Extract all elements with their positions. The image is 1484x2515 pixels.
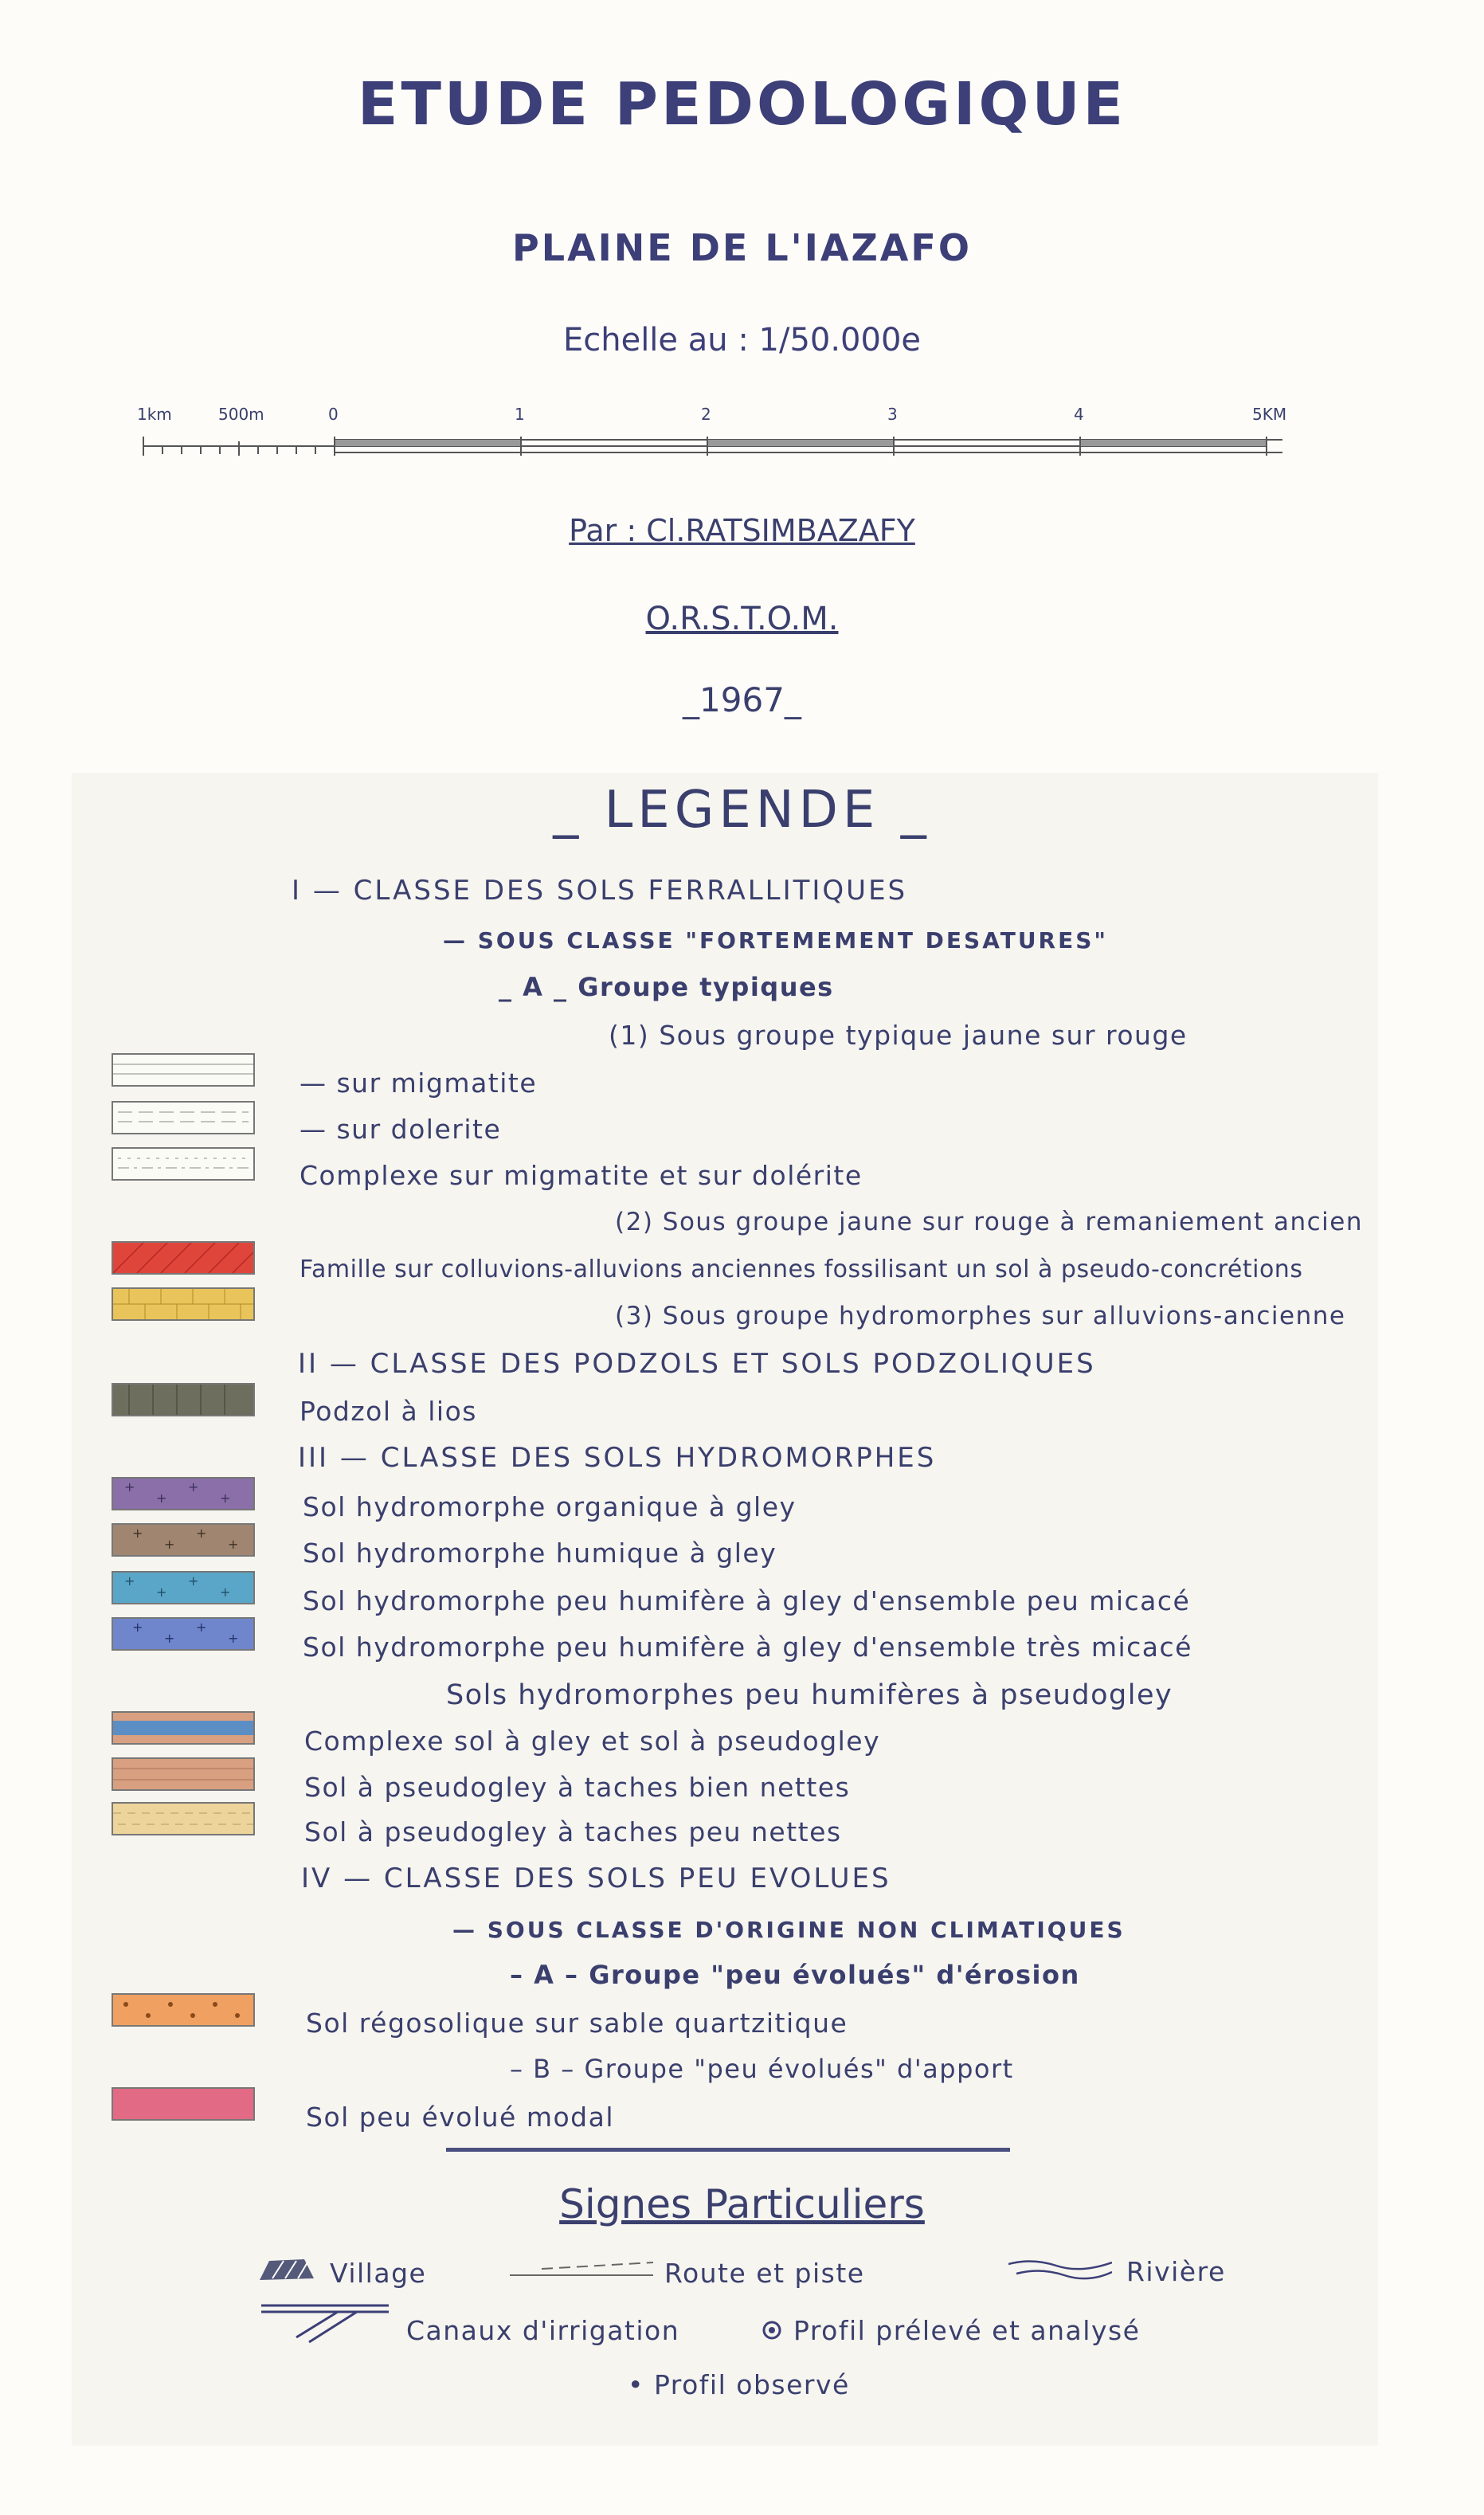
swatch-peu-micace (112, 1571, 255, 1604)
svg-text:+: + (196, 1526, 207, 1541)
year: _1967_ (683, 680, 801, 719)
class-podzols: II — CLASSE DES PODZOLS ET SOLS PODZOLIQUES (298, 1348, 1096, 1380)
group-erosion: – A – Groupe "peu évolués" d'érosion (510, 1960, 1080, 1990)
legend-item-complexe: Complexe sur migmatite et sur dolérite (300, 1160, 863, 1191)
subgroup-2: (2) Sous groupe jaune sur rouge à remaniement ancien (615, 1208, 1363, 1236)
scale-label-4: 4 (1074, 405, 1084, 424)
swatch-hydro-alluvions (112, 1287, 255, 1321)
canal-icon (261, 2298, 397, 2345)
class-hydromorphes: III — CLASSE DES SOLS HYDROMORPHES (298, 1442, 937, 1474)
svg-text:+: + (164, 1537, 175, 1552)
swatch-organique (112, 1477, 255, 1510)
organisation: O.R.S.T.O.M. (645, 601, 839, 637)
scale-text: Echelle au : 1/50.000e (562, 322, 922, 358)
canal-label: Canaux d'irrigation (406, 2315, 680, 2346)
swatch-complexe-gley (112, 1711, 255, 1745)
svg-text:+: + (228, 1631, 239, 1646)
legend-item-migmatite: — sur migmatite (300, 1068, 538, 1099)
scale-label-1: 1 (515, 405, 525, 424)
svg-text:+: + (156, 1491, 167, 1506)
scale-label-1km: 1km (137, 405, 172, 424)
village-label: Village (330, 2258, 427, 2289)
scale-label-500m: 500m (218, 405, 264, 424)
subgroup-pseudogley: Sols hydromorphes peu humifères à pseudogley (446, 1679, 1173, 1711)
subgroup-3: (3) Sous groupe hydromorphes sur alluvions-ancienne (615, 1302, 1346, 1330)
swatch-regosol (112, 1993, 255, 2027)
legend-divider (446, 2148, 1010, 2152)
author: Par : Cl.RATSIMBAZAFY (569, 513, 915, 548)
svg-text:+: + (156, 1585, 167, 1600)
subgroup-1: (1) Sous groupe typique jaune sur rouge (609, 1020, 1188, 1051)
swatch-humique (112, 1523, 255, 1557)
class-peu-evolues: IV — CLASSE DES SOLS PEU EVOLUES (301, 1863, 891, 1894)
river-label: Rivière (1126, 2256, 1226, 2287)
svg-text:+: + (188, 1479, 199, 1495)
scale-label-0: 0 (328, 405, 339, 424)
village-icon (256, 2256, 317, 2283)
legend-item-humique: Sol hydromorphe humique à gley (303, 1538, 777, 1569)
subclass-desatures: — SOUS CLASSE "FORTEMEMENT DESATURES" (443, 927, 1108, 954)
swatch-complexe (112, 1147, 255, 1181)
legend-item-dolerite: — sur dolerite (300, 1114, 502, 1145)
svg-text:+: + (164, 1631, 175, 1646)
map-title: ETUDE PEDOLOGIQUE (357, 70, 1127, 139)
swatch-migmatite (112, 1053, 255, 1087)
legend-item-tres-micace: Sol hydromorphe peu humifère à gley d'ensemble très micacé (303, 1632, 1192, 1663)
swatch-podzol (112, 1383, 255, 1416)
legend-item-famille: Famille sur colluvions-alluvions anciennes fossilisant un sol à pseudo-concrétions (300, 1256, 1303, 1283)
swatch-famille (112, 1241, 255, 1275)
group-apport: – B – Groupe "peu évolués" d'apport (510, 2054, 1014, 2084)
swatch-taches-nettes (112, 1757, 255, 1791)
swatch-dolerite (112, 1101, 255, 1134)
swatch-tres-micace (112, 1617, 255, 1651)
signes-title: Signes Particuliers (559, 2181, 925, 2227)
legend-title: _ LEGENDE _ (553, 781, 931, 840)
svg-text:+: + (220, 1585, 231, 1600)
profile-analysed-icon (762, 2320, 782, 2341)
profile-observed-label: • Profil observé (628, 2369, 850, 2400)
road-label: Route et piste (664, 2258, 865, 2289)
scale-label-2: 2 (701, 405, 711, 424)
scale-label-5km: 5KM (1252, 405, 1287, 424)
legend-item-taches-peu: Sol à pseudogley à taches peu nettes (304, 1816, 842, 1847)
svg-text:+: + (132, 1620, 143, 1635)
legend-item-peu-micace: Sol hydromorphe peu humifère à gley d'ensemble peu micacé (303, 1585, 1191, 1616)
legend-item-modal: Sol peu évolué modal (306, 2102, 615, 2133)
legend-item-taches-nettes: Sol à pseudogley à taches bien nettes (304, 1772, 851, 1803)
swatch-taches-peu (112, 1802, 255, 1835)
svg-text:+: + (228, 1537, 239, 1552)
profile-analysed-label: Profil prélevé et analysé (793, 2315, 1141, 2346)
map-subtitle: PLAINE DE L'IAZAFO (512, 226, 972, 269)
swatch-modal (112, 2087, 255, 2121)
river-icon (1008, 2256, 1112, 2280)
road-icon (510, 2258, 653, 2282)
scale-label-3: 3 (887, 405, 898, 424)
svg-text:+: + (124, 1479, 135, 1495)
svg-text:+: + (132, 1526, 143, 1541)
svg-text:+: + (124, 1573, 135, 1589)
svg-text:+: + (188, 1573, 199, 1589)
legend-item-podzol: Podzol à lios (300, 1396, 477, 1427)
legend-item-regosol: Sol régosolique sur sable quartzitique (306, 2008, 848, 2039)
legend-item-organique: Sol hydromorphe organique à gley (303, 1491, 797, 1522)
svg-text:+: + (220, 1491, 231, 1506)
class-ferrallitiques: I — CLASSE DES SOLS FERRALLITIQUES (292, 875, 908, 907)
group-typiques: _ A _ Groupe typiques (499, 972, 834, 1002)
scale-bar (135, 430, 1282, 462)
svg-text:+: + (196, 1620, 207, 1635)
subclass-non-climatiques: — SOUS CLASSE D'ORIGINE NON CLIMATIQUES (452, 1917, 1126, 1943)
legend-item-complexe-gley: Complexe sol à gley et sol à pseudogley (304, 1726, 881, 1757)
